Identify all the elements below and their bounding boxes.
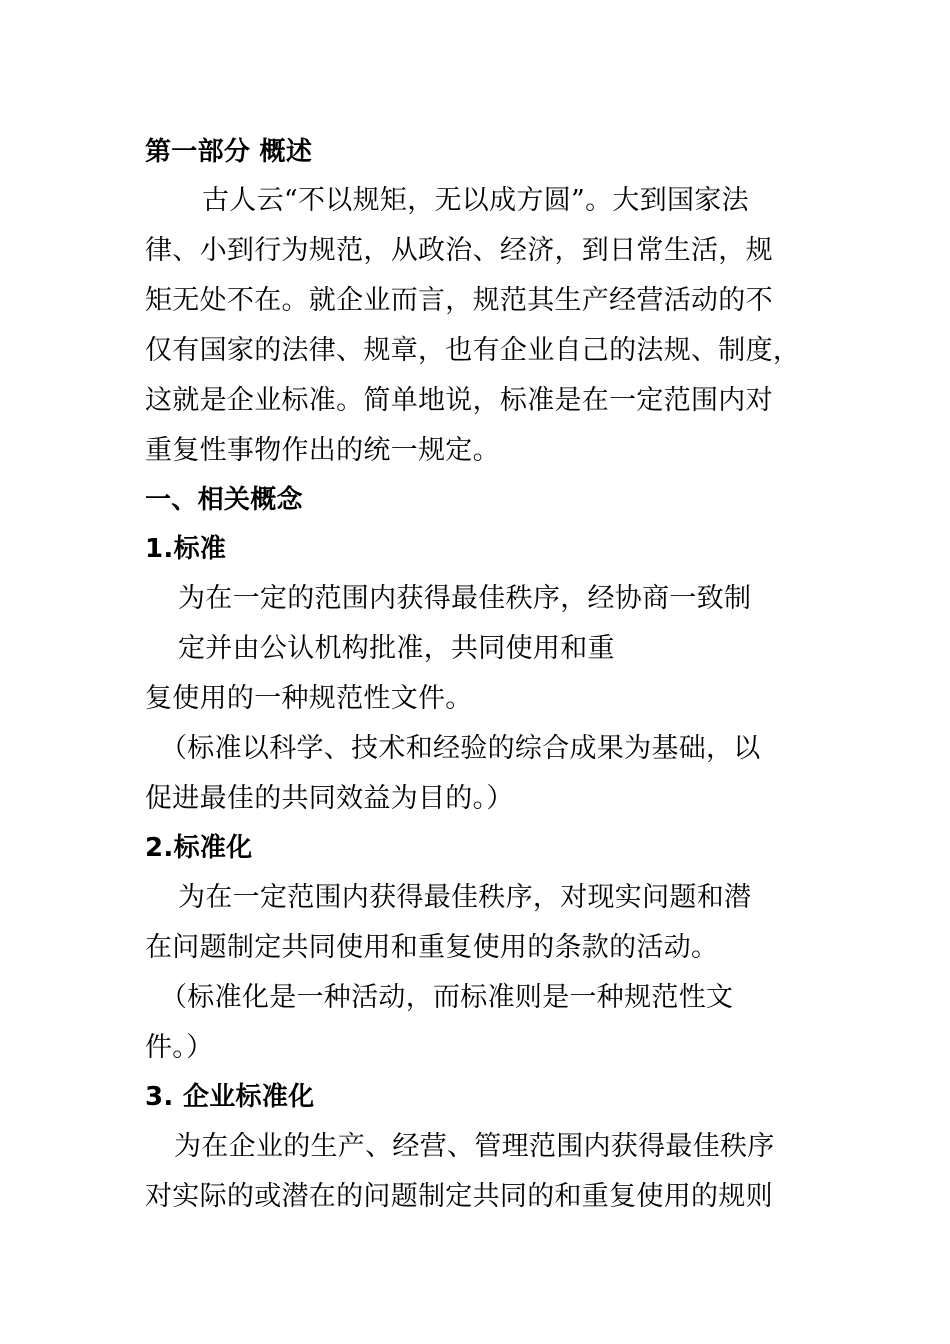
intro-line-3: 矩无处不在。就企业而言，规范其生产经营活动的不 [145,285,773,316]
section-heading: 一、相关概念 [145,485,303,515]
intro-line-1: 古人云“不以规矩，无以成方圆”。大到国家法 [202,185,749,216]
item2-note-line-1: （标准化是一种活动，而标准则是一种规范性文 [160,982,734,1013]
part-title: 第一部分 概述 [145,137,313,167]
intro-line-2: 律、小到行为规范，从政治、经济，到日常生活，规 [145,235,773,266]
item2-note-line-2: 件。） [145,1032,214,1063]
item3-heading: 3. 企业标准化 [145,1082,315,1112]
item3-definition-line-1: 为在企业的生产、经营、管理范围内获得最佳秩序 [174,1131,775,1162]
item1-heading: 1.标准 [145,534,227,564]
item1-definition-line-3: 复使用的一种规范性文件。 [145,683,473,714]
item2-definition-line-1: 为在一定范围内获得最佳秩序，对现实问题和潜 [178,882,752,913]
intro-line-5: 这就是企业标准。简单地说，标准是在一定范围内对 [145,385,773,416]
item2-definition-line-2: 在问题制定共同使用和重复使用的条款的活动。 [145,932,719,963]
intro-line-6: 重复性事物作出的统一规定。 [145,435,500,466]
item3-definition-line-2: 对实际的或潜在的问题制定共同的和重复使用的规则 [145,1181,773,1212]
intro-line-4: 仅有国家的法律、规章，也有企业自己的法规、制度， [145,335,801,366]
item1-note-line-2: 促进最佳的共同效益为目的。） [145,783,514,814]
item1-definition-line-2: 定并由公认机构批准，共同使用和重 [178,633,615,664]
item2-heading: 2.标准化 [145,833,253,863]
item1-note-line-1: （标准以科学、技术和经验的综合成果为基础，以 [160,733,761,764]
item1-definition-line-1: 为在一定的范围内获得最佳秩序，经协商一致制 [178,583,752,614]
